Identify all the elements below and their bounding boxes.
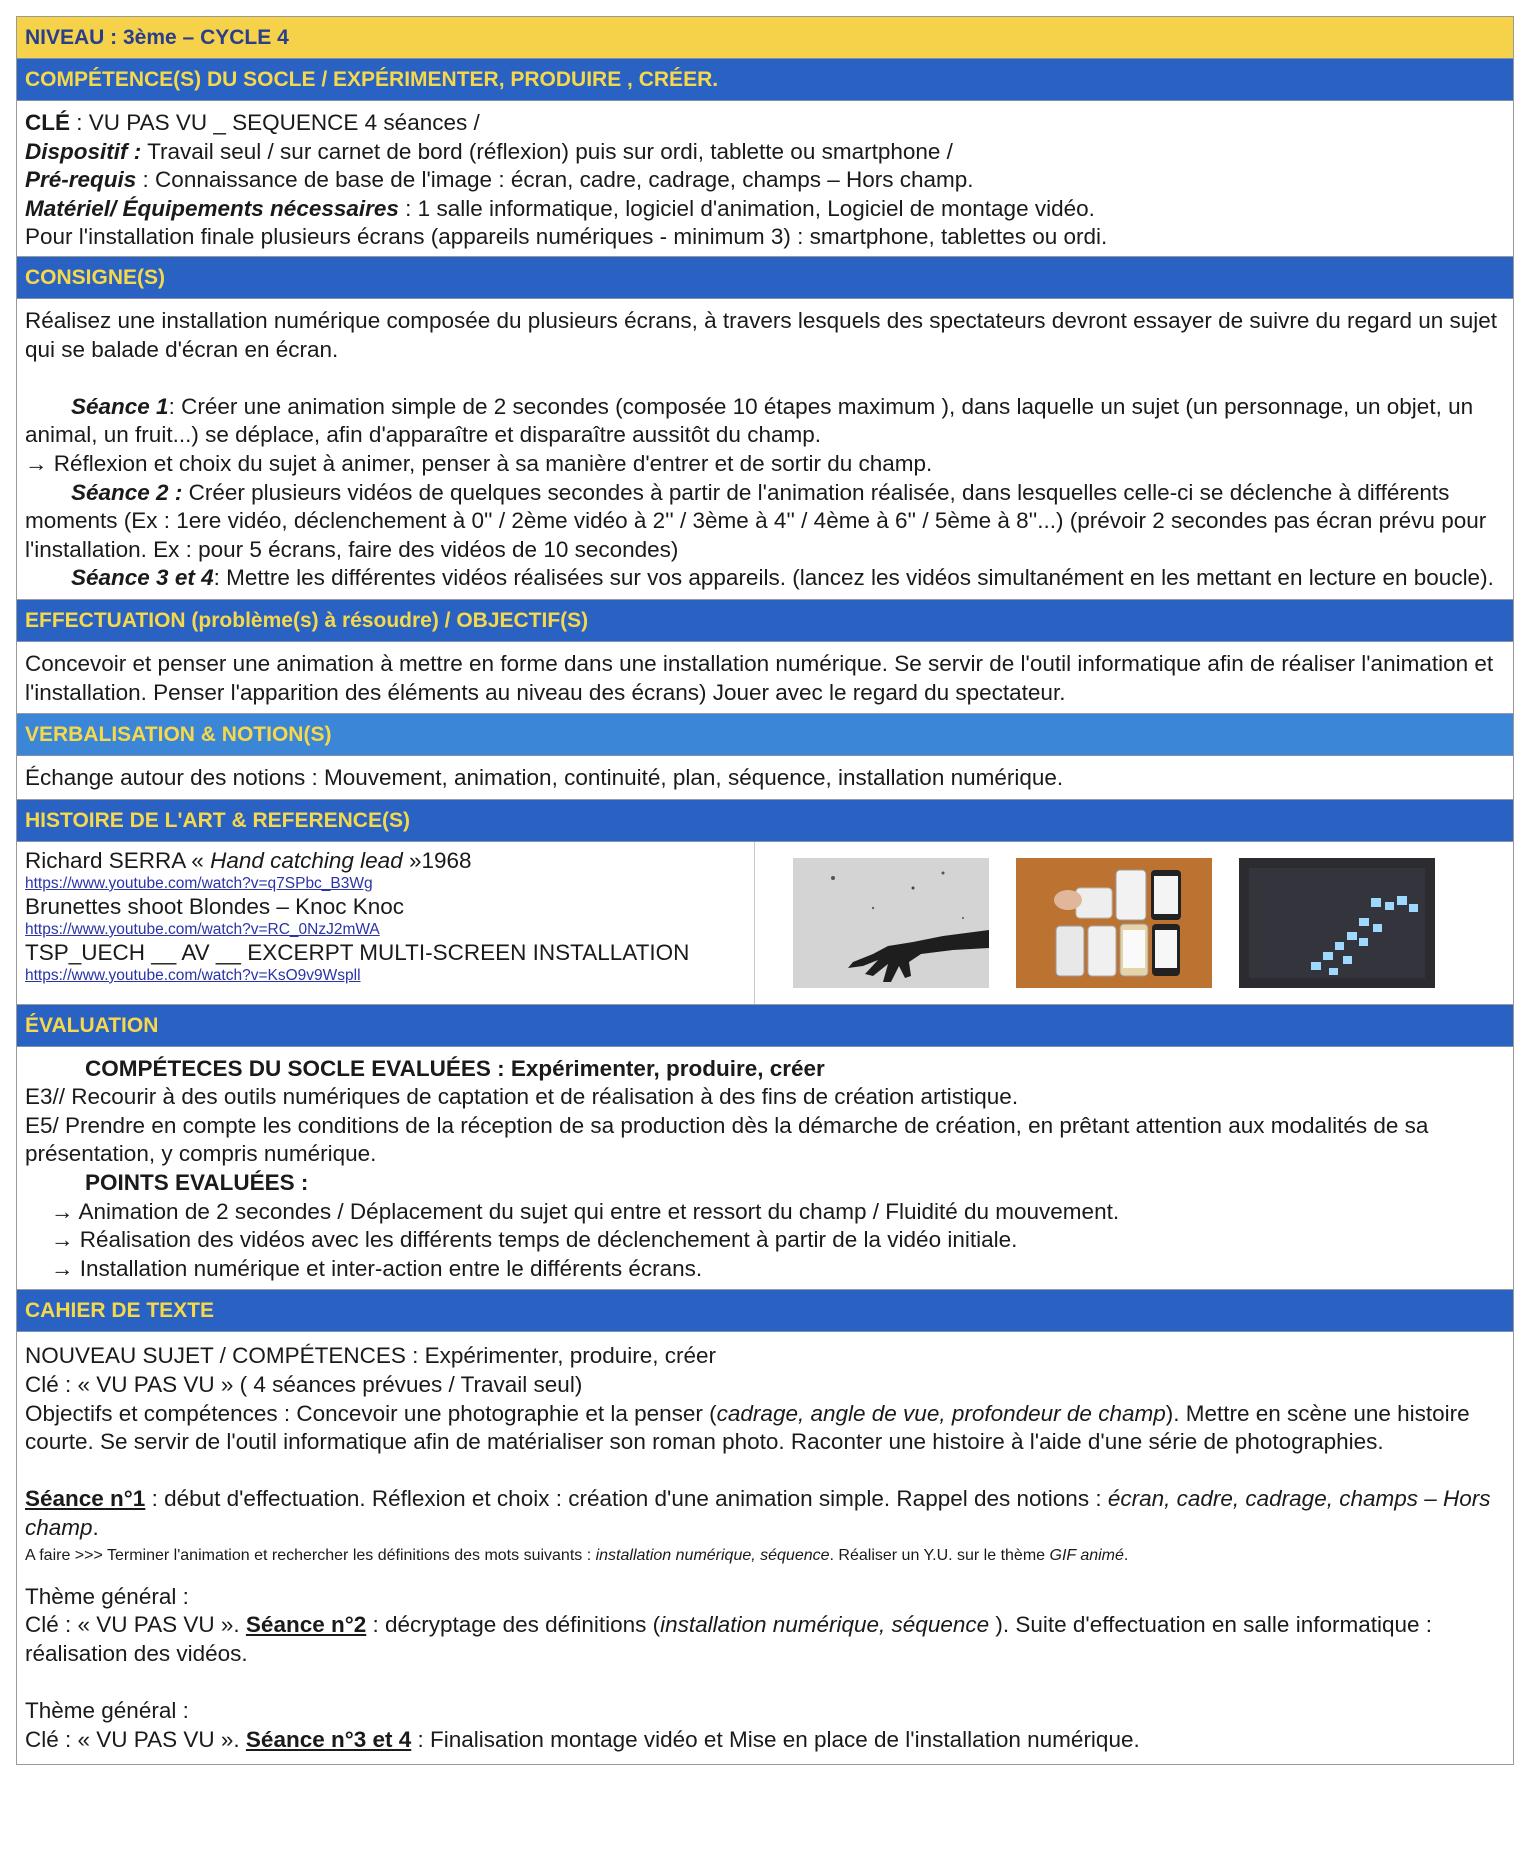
cahier-seance1 — [25, 1485, 1505, 1542]
theme1: Thème général : — [25, 1583, 189, 1609]
cahier-l1: NOUVEAU SUJET / COMPÉTENCES : Expérimenter, produire, créer — [25, 1343, 717, 1369]
evaluation-header: ÉVALUATION — [17, 1005, 1513, 1047]
ref1-prefix: Richard SERRA « — [25, 847, 211, 873]
cle-line — [25, 109, 1505, 138]
points-title — [25, 1169, 1505, 1198]
materiel-value: : 1 salle informatique, logiciel d'animation, Logiciel de montage vidéo. — [398, 195, 1095, 221]
cahier-header: CAHIER DE TEXTE — [17, 1290, 1513, 1332]
objectifs-prefix: Objectifs et compétences : Concevoir une photographie et la penser ( — [25, 1400, 717, 1426]
ref2-link[interactable]: https://www.youtube.com/watch?v=RC_0NzJ2mWA — [25, 920, 380, 938]
ref1-work: Hand catching lead — [210, 847, 403, 873]
cle3-prefix: Clé : « VU PAS VU ». — [25, 1726, 246, 1752]
cahier-seance34-label: Séance n°3 et 4 — [245, 1726, 412, 1752]
info-section — [17, 101, 1513, 257]
multi-screen-installation-image — [1239, 858, 1435, 988]
phones-installation-image — [1016, 858, 1212, 988]
seance34-label: Séance 3 et 4 — [71, 565, 214, 591]
dispositif-value: Travail seul / sur carnet de bord (réflexion) puis sur ordi, tablette ou smartphone / — [141, 138, 953, 164]
cle2-prefix: Clé : « VU PAS VU ». — [25, 1612, 246, 1638]
ref2-title: Brunettes shoot Blondes – Knoc Knoc — [25, 893, 404, 919]
cahier-seance2 — [25, 1611, 1505, 1668]
reference-images — [755, 842, 1513, 1004]
a-faire-prefix: A faire >>> Terminer l'animation et rechercher les définitions des mots suivants : — [25, 1546, 596, 1564]
references-section — [17, 842, 1513, 1005]
effectuation-header: EFFECTUATION (problème(s) à résoudre) / OBJECTIF(S) — [17, 600, 1513, 642]
evaluation-e3: E3// Recourir à des outils numériques de captation et de réalisation à des fins de création artistique. — [25, 1084, 1019, 1110]
ref3-title: TSP_UECH __ AV __ EXCERPT MULTI-SCREEN INSTALLATION — [25, 939, 690, 965]
lesson-sheet — [16, 16, 1514, 1765]
ref1-title — [25, 848, 746, 873]
cahier-l2: Clé : « VU PAS VU » ( 4 séances prévues / Travail seul) — [25, 1372, 583, 1398]
ref3-link[interactable]: https://www.youtube.com/watch?v=KsO9v9Wspll — [25, 966, 361, 984]
seance2-text — [25, 479, 1505, 565]
evaluation-title — [25, 1055, 1505, 1084]
objectifs-rest: ). Mettre en scène une histoire courte. Se servir de l'outil informatique afin de matérialiser son roman photo. Raconter une histoire à l'aide d'une série de photographies. — [25, 1400, 1470, 1455]
competence-header: COMPÉTENCE(S) DU SOCLE / EXPÉRIMENTER, PRODUIRE , CRÉER. — [17, 59, 1513, 101]
seance2-desc: Créer plusieurs vidéos de quelques secondes à partir de l'animation réalisée, dans lesquelles celle-ci se déclenche à différents moments (Ex : 1ere vidéo, déclenchement à 0'' / 2ème vidéo à 2'' / 3ème à 4'' / 4ème à 6'' / 5ème à 8''...) (prévoir 2 secondes pas écran prévu pour l'installation. Ex : pour 5 écrans, faire des vidéos de 10 secondes) — [25, 479, 1487, 562]
verbalisation-header: VERBALISATION & NOTION(S) — [17, 714, 1513, 756]
cle-value: : VU PAS VU _ SEQUENCE 4 séances / — [70, 110, 480, 135]
seance1-text — [25, 393, 1505, 450]
cahier-seance1-end: . — [92, 1515, 99, 1540]
point-2: → Réalisation des vidéos avec les différents temps de déclenchement à partir de la vidéo initiale. — [51, 1227, 1018, 1253]
evaluation-section — [17, 1047, 1513, 1291]
a-faire-mid: . Réaliser un Y.U. sur le thème — [829, 1546, 1050, 1564]
hand-catching-lead-image — [793, 858, 989, 988]
ref1-year: »1968 — [402, 847, 472, 873]
prerequis-value: : Connaissance de base de l'image : écran, cadre, cadrage, champs – Hors champ. — [136, 167, 974, 193]
materiel-line — [25, 195, 1505, 224]
evaluation-e5: E5/ Prendre en compte les conditions de la réception de sa production dès la démarche de création, en prêtant attention aux modalités de sa présentation, y compris numérique. — [25, 1112, 1429, 1167]
consigne-intro: Réalisez une installation numérique composée du plusieurs écrans, à travers lesquels des spectateurs devront essayer de suivre du regard un sujet qui se balade d'écran en écran. — [25, 307, 1498, 362]
verbalisation-text: Échange autour des notions : Mouvement, animation, continuité, plan, séquence, installation numérique. — [25, 765, 1064, 791]
objectifs-italic: cadrage, angle de vue, profondeur de champ — [716, 1400, 1166, 1426]
cahier-seance34 — [25, 1726, 1505, 1755]
point-3: → Installation numérique et inter-action entre le différents écrans. — [51, 1255, 703, 1281]
dispositif-label: Dispositif : — [25, 138, 142, 164]
cahier-l3 — [25, 1400, 1505, 1457]
histoire-header: HISTOIRE DE L'ART & REFERENCE(S) — [17, 800, 1513, 842]
seance1-arrow: → Réflexion et choix du sujet à animer, penser à sa manière d'entrer et de sortir du champ. — [25, 450, 933, 476]
materiel-label: Matériel/ Équipements nécessaires — [25, 195, 399, 221]
cahier-section — [17, 1332, 1513, 1764]
seance34-text — [25, 564, 1505, 593]
references-list — [17, 842, 755, 1004]
cahier-seance1-text: : début d'effectuation. Réflexion et choix : création d'une animation simple. Rappel des notions : — [145, 1486, 1108, 1512]
cahier-seance1-notions: écran, cadre, cadrage, champs – Hors champ — [25, 1486, 1491, 1540]
cahier-seance2-label: Séance n°2 — [245, 1612, 367, 1638]
point-1: → Animation de 2 secondes / Déplacement du sujet qui entre et ressort du champ / Fluidité du mouvement. — [51, 1198, 1120, 1224]
cahier-seance34-text: : Finalisation montage vidéo et Mise en place de l'installation numérique. — [411, 1726, 1140, 1752]
cahier-seance2-b: ). Suite d'effectuation en salle informatique : réalisation des vidéos. — [25, 1612, 1433, 1666]
cahier-seance2-italic: installation numérique, séquence — [660, 1612, 990, 1638]
effectuation-text: Concevoir et penser une animation à mettre en forme dans une installation numérique. Se servir de l'outil informatique afin de réaliser l'animation et l'installation. Penser l'apparition des éléments au niveau des écrans) Jouer avec le regard du spectateur. — [25, 650, 1494, 705]
seance34-desc: : Mettre les différentes vidéos réalisées sur vos appareils. (lancez les vidéos simultanément en les mettant en lecture en boucle). — [213, 565, 1494, 591]
a-faire-gif: GIF animé — [1049, 1546, 1124, 1564]
effectuation-section — [17, 642, 1513, 714]
cahier-seance1-label: Séance n°1 — [25, 1486, 146, 1512]
installation-line: Pour l'installation finale plusieurs écrans (appareils numériques - minimum 3) : smartphone, tablettes ou ordi. — [25, 224, 1108, 250]
consigne-header: CONSIGNE(S) — [17, 257, 1513, 299]
theme2: Thème général : — [25, 1697, 189, 1723]
evaluation-title-text: COMPÉTECES DU SOCLE EVALUÉES : Expérimenter, produire, créer — [85, 1055, 825, 1081]
a-faire — [25, 1543, 1505, 1569]
points-title-text: POINTS EVALUÉES : — [85, 1170, 309, 1196]
level-header: NIVEAU : 3ème – CYCLE 4 — [17, 17, 1513, 59]
prerequis-label: Pré-requis — [25, 167, 137, 193]
cle-label: CLÉ — [25, 110, 70, 135]
seance1-label: Séance 1 — [71, 393, 169, 419]
cahier-seance2-a: : décryptage des définitions ( — [366, 1612, 661, 1638]
consigne-section — [17, 299, 1513, 600]
ref1-link[interactable]: https://www.youtube.com/watch?v=q7SPbc_B3Wg — [25, 874, 373, 892]
prerequis-line — [25, 166, 1505, 195]
a-faire-end: . — [1123, 1546, 1129, 1564]
dispositif-line — [25, 138, 1505, 167]
verbalisation-section — [17, 756, 1513, 800]
seance1-desc: : Créer une animation simple de 2 secondes (composée 10 étapes maximum ), dans laquelle un sujet (un personnage, un objet, un animal, un fruit...) se déplace, afin d'apparaître et disparaître aussitôt du champ. — [25, 393, 1474, 448]
seance2-label: Séance 2 : — [71, 479, 183, 505]
a-faire-italic: installation numérique, séquence — [595, 1546, 830, 1564]
